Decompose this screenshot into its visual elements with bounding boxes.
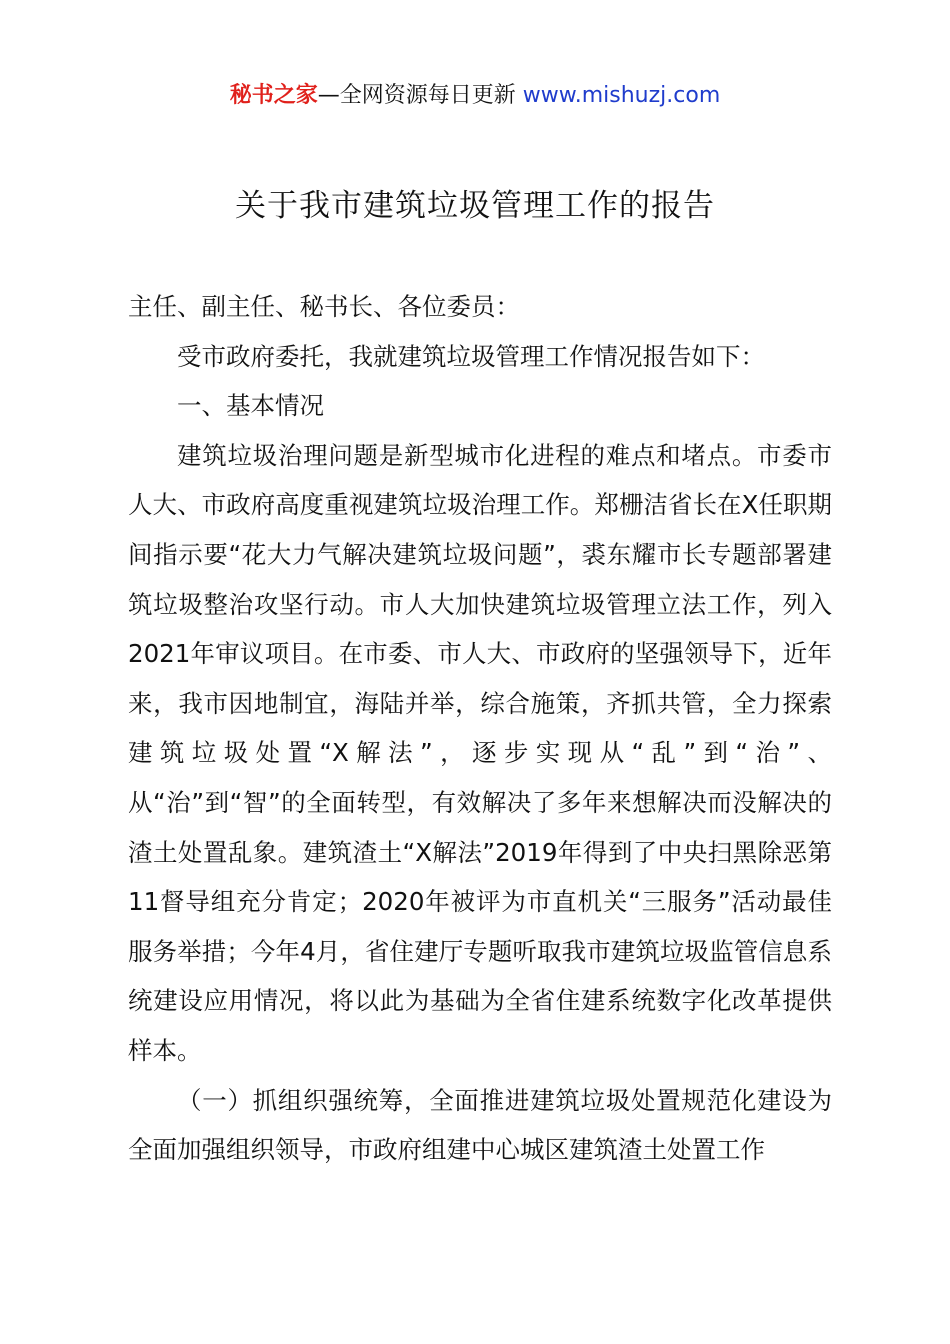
header-tagline: —全网资源每日更新 [317,83,523,108]
website-link[interactable]: www.mishuzj.com [522,83,721,108]
brand-name: 秘书之家 [229,83,318,108]
salutation: 主任、副主任、秘书长、各位委员： [128,292,520,321]
document-title: 关于我市建筑垃圾管理工作的报告 [235,188,715,224]
paragraph-overview: 建筑垃圾治理问题是新型城市化进程的难点和堵点。市委市人大、市政府高度重视建筑垃圾治理工作。郑栅洁省长在X任职期间指示要“花大力气解决建筑垃圾问题”，裘东耀市长专题部署建筑垃圾整治攻坚行动。市人大加快建筑垃圾管理立法工作，列入2021年审议项目。在市委、市人大、市政府的坚强领导下，近年来，我市因地制宜，海陆并举，综合施策，齐抓共管，全力探索建筑垃圾处置“X解法”，逐步实现从“乱”到“治”、从“治”到“智”的全面转型，有效解决了多年来想解决而没解决的渣土处置乱象。建筑渣土“X解法”2019年得到了中央扫黑除恶第11督导组充分肯定；2020年被评为市直机关“三服务”活动最佳服务举措；今年4月，省住建厅专题听取我市建筑垃圾监管信息系统建设应用情况，将以此为基础为全省住建系统数字化改革提供样本。 [128,440,832,1065]
document-body [128,282,832,1175]
paragraph-intro: 受市政府委托，我就建筑垃圾管理工作情况报告如下： [177,341,765,371]
subsection-paragraph: （一）抓组织强统筹，全面推进建筑垃圾处置规范化建设为全面加强组织领导，市政府组建中心城区建筑渣土处置工作 [128,1085,832,1165]
page-header [0,80,950,112]
section-heading: 一、基本情况 [177,391,324,421]
